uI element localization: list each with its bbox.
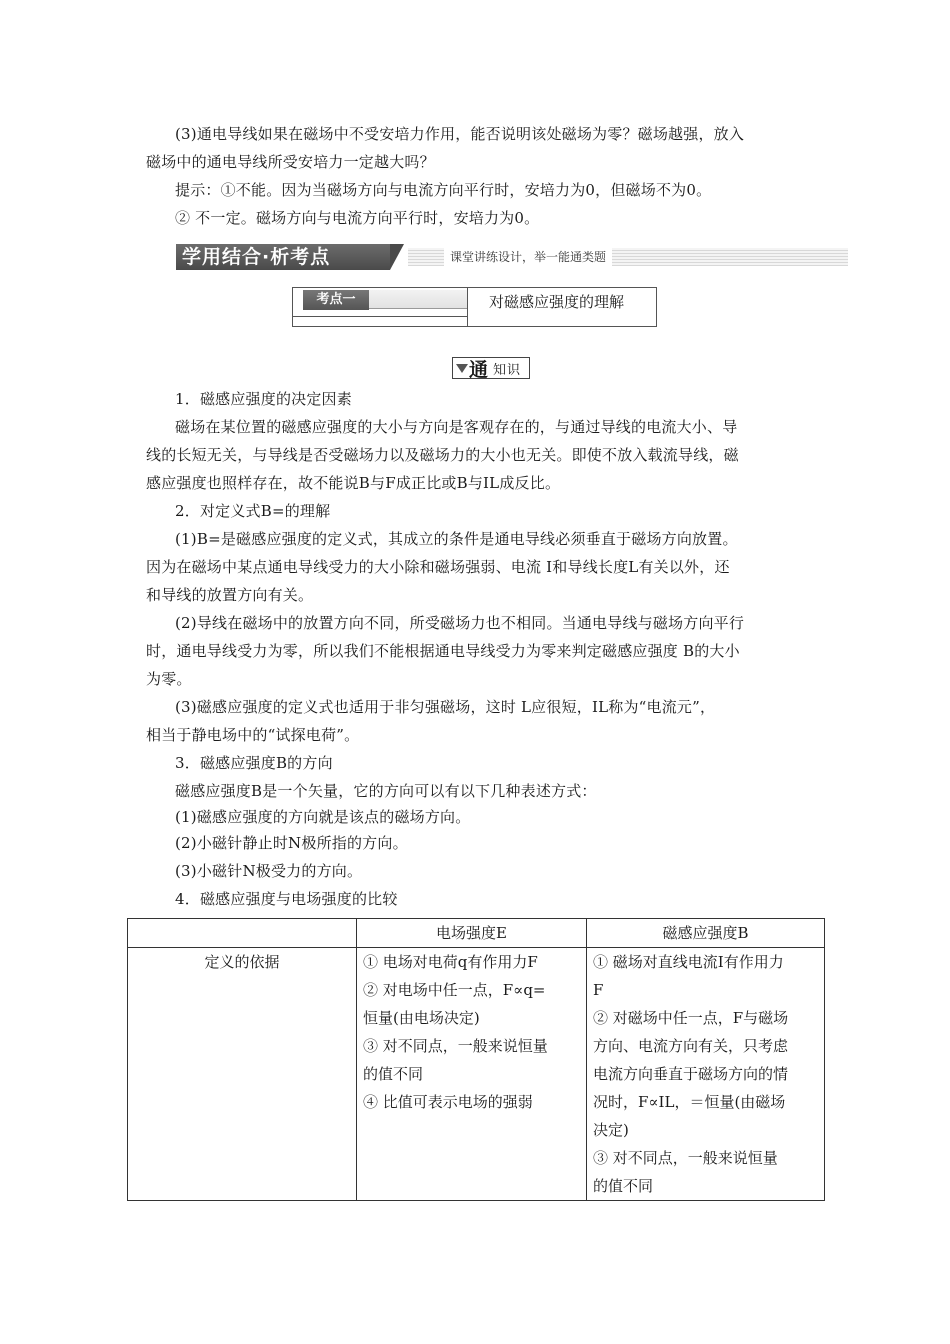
para-1-line2: 线的长短无关，与导线是否受磁场力以及磁场力的大小也无关。即使不放入载流导线，磁 — [146, 446, 739, 464]
cell-line: ③ 对不同点，一般来说恒量 — [593, 1149, 778, 1167]
kaodian-divider-v — [467, 288, 468, 326]
cell-line: 电流方向垂直于磁场方向的情 — [593, 1065, 789, 1083]
para-3-line1: (2)导线在磁场中的放置方向不同，所受磁场力也不相同。当通电导线与磁场方向平行 — [175, 614, 745, 632]
table-header-row — [128, 919, 825, 948]
table-header-cell: 磁感应强度B — [587, 919, 825, 948]
para-4-line2: 相当于静电场中的“试探电荷”。 — [146, 726, 360, 744]
section-title: 学用结合·析考点 — [176, 244, 390, 270]
para-1-line1: 磁场在某位置的磁感应强度的大小与方向是客观存在的，与通过导线的电流大小、导 — [175, 418, 738, 436]
cell-line: ③ 对不同点，一般来说恒量 — [363, 1037, 548, 1055]
para-2-line1: (1)B=是磁感应强度的定义式，其成立的条件是通电导线必须垂直于磁场方向放置。 — [175, 530, 738, 548]
badge-small-text: 知识 — [493, 363, 522, 378]
hint-1: 提示：①不能。因为当磁场方向与电流方向平行时，安培力为0，但磁场不为0。 — [175, 181, 712, 199]
row-label-cell: 定义的依据 — [128, 948, 357, 1201]
kaodian-tag: 考点一 — [303, 290, 369, 310]
para-4-line1: (3)磁感应强度的定义式也适用于非匀强磁场，这时 L应很短，IL称为“电流元”， — [175, 698, 716, 716]
cell-line: ② 对磁场中任一点，F与磁场 — [593, 1009, 789, 1027]
cell-line: 决定) — [593, 1121, 629, 1139]
kaodian-title: 对磁感应强度的理解 — [489, 293, 625, 311]
heading-1: 1．磁感应强度的决定因素 — [175, 390, 352, 408]
cell-line: F — [593, 981, 604, 999]
heading-3: 3．磁感应强度B的方向 — [175, 754, 333, 772]
knowledge-badge — [452, 357, 530, 379]
cell-line: 的值不同 — [363, 1065, 424, 1083]
question-3-line1: (3)通电导线如果在磁场中不受安培力作用，能否说明该处磁场为零？磁场越强，放入 — [175, 125, 745, 143]
cell-line: 况时，F∝IL，＝恒量(由磁场 — [593, 1093, 786, 1111]
para-5: 磁感应强度B是一个矢量，它的方向可以有以下几种表述方式： — [175, 782, 597, 800]
triangle-down-icon — [456, 364, 468, 373]
comparison-table — [127, 918, 825, 1201]
cell-line: ① 磁场对直线电流I有作用力 — [593, 953, 784, 971]
para-3-line3: 为零。 — [146, 670, 192, 688]
cell-line: ① 电场对电荷q有作用力F — [363, 953, 538, 971]
question-3-line2: 磁场中的通电导线所受安培力一定越大吗？ — [146, 153, 435, 171]
para-2-line2: 因为在磁场中某点通电导线受力的大小除和磁场强弱、电流 I和导线长度L有关以外，还 — [146, 558, 730, 576]
cell-line: 恒量(由电场决定) — [363, 1009, 480, 1027]
cell-line: ② 对电场中任一点，F∝q= — [363, 981, 546, 999]
hint-2: ② 不一定。磁场方向与电流方向平行时，安培力为0。 — [175, 209, 540, 227]
heading-2: 2．对定义式B=的理解 — [175, 502, 331, 520]
table-header-cell: 电场强度E — [357, 919, 587, 948]
electric-field-cell — [357, 948, 587, 1201]
para-8: (3)小磁针N极受力的方向。 — [175, 862, 363, 880]
kaodian-box — [292, 287, 657, 327]
badge-big-char: 通 — [469, 359, 489, 381]
kaodian-tag-extension — [369, 290, 467, 309]
para-2-line3: 和导线的放置方向有关。 — [146, 586, 314, 604]
table-header-cell — [128, 919, 357, 948]
section-subtitle: 课堂讲练设计，举一能通类题 — [444, 244, 612, 270]
para-7: (2)小磁针静止时N极所指的方向。 — [175, 834, 408, 852]
magnetic-field-cell — [587, 948, 825, 1201]
section-header-bar — [176, 244, 848, 270]
para-6: (1)磁感应强度的方向就是该点的磁场方向。 — [175, 808, 471, 826]
cell-line: ④ 比值可表示电场的强弱 — [363, 1093, 533, 1111]
para-1-line3: 感应强度也照样存在，故不能说B与F成正比或B与IL成反比。 — [146, 474, 561, 492]
cell-line: 的值不同 — [593, 1177, 654, 1195]
kaodian-divider-h — [293, 316, 468, 317]
heading-4: 4．磁感应强度与电场强度的比较 — [175, 890, 398, 908]
cell-line: 方向、电流方向有关，只考虑 — [593, 1037, 789, 1055]
section-title-corner — [390, 244, 404, 270]
para-3-line2: 时，通电导线受力为零，所以我们不能根据通电导线受力为零来判定磁感应强度 B的大小 — [146, 642, 740, 660]
table-row — [128, 948, 825, 1201]
